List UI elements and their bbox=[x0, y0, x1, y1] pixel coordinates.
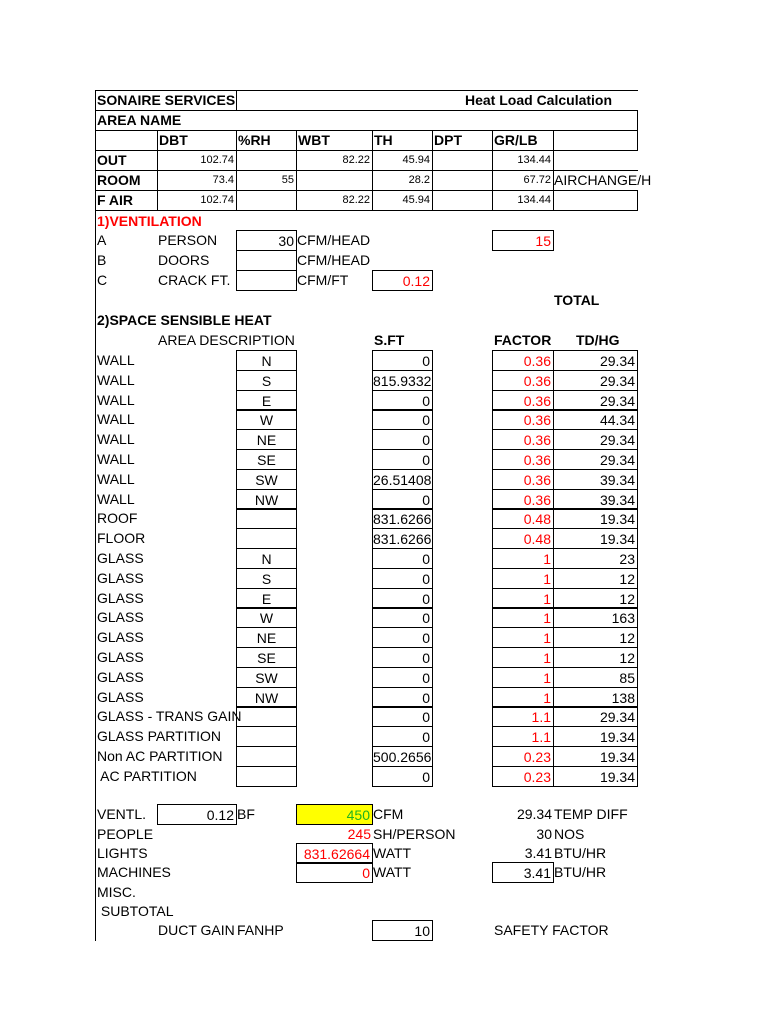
sensible-direction-cell[interactable]: W bbox=[236, 409, 297, 430]
sensible-direction-cell[interactable]: N bbox=[236, 350, 297, 371]
sensible-tdhg-cell[interactable]: 19.34 bbox=[553, 746, 638, 767]
sensible-factor-cell[interactable]: 0.36 bbox=[492, 390, 554, 411]
sensible-item-label: WALL bbox=[97, 451, 135, 467]
bf-label: BF bbox=[237, 806, 255, 822]
sensible-direction-cell[interactable] bbox=[236, 508, 297, 529]
cell-room-rh[interactable]: 55 bbox=[281, 174, 294, 186]
sensible-direction-cell[interactable]: NE bbox=[236, 429, 297, 450]
sensible-tdhg-cell[interactable]: 19.34 bbox=[553, 766, 638, 787]
sensible-sft-cell[interactable]: 0 bbox=[372, 726, 433, 747]
cell-fair-wbt[interactable]: 82.22 bbox=[342, 194, 370, 206]
cell-fair-th[interactable]: 45.94 bbox=[402, 194, 430, 206]
col-header-dbt: DBT bbox=[159, 132, 188, 148]
vent-key-c: C bbox=[97, 272, 108, 288]
grid-line bbox=[236, 90, 237, 110]
sensible-factor-cell[interactable]: 0.36 bbox=[492, 409, 554, 430]
cell-out-wbt[interactable]: 82.22 bbox=[342, 154, 370, 166]
sh-person-label: SH/PERSON bbox=[373, 826, 456, 842]
sensible-tdhg-cell[interactable]: 23 bbox=[553, 548, 638, 569]
cfm-label: CFM bbox=[373, 806, 404, 822]
sensible-tdhg-cell[interactable]: 29.34 bbox=[553, 370, 638, 391]
vent-unit-cfm-head: CFM/HEAD bbox=[297, 232, 371, 248]
lights-label: LIGHTS bbox=[97, 845, 148, 861]
sft-label: S.FT bbox=[374, 332, 405, 348]
sensible-item-label: WALL bbox=[97, 352, 135, 368]
lights-btu-label: BTU/HR bbox=[554, 845, 607, 861]
sensible-sft-cell[interactable]: 815.9332 bbox=[372, 370, 433, 391]
sensible-direction-cell[interactable]: E bbox=[236, 390, 297, 411]
machines-btu-value[interactable]: 3.41 bbox=[492, 862, 554, 883]
vent-crack-input[interactable] bbox=[236, 270, 297, 291]
vent-key-a: A bbox=[97, 232, 107, 248]
vent-person-input[interactable]: 30 bbox=[236, 230, 297, 251]
safety-factor-label: SAFETY FACTOR bbox=[494, 922, 609, 938]
sheet-title: Heat Load Calculation bbox=[465, 92, 613, 108]
sensible-item-label: AC PARTITION bbox=[97, 768, 197, 784]
col-header-wbt: WBT bbox=[298, 132, 330, 148]
col-header-grlb: GR/LB bbox=[494, 132, 538, 148]
people-label: PEOPLE bbox=[97, 826, 154, 842]
sensible-factor-cell[interactable]: 1 bbox=[492, 568, 554, 589]
sensible-factor-cell[interactable]: 1.1 bbox=[492, 706, 554, 727]
sensible-tdhg-cell[interactable]: 12 bbox=[553, 588, 638, 609]
sensible-sft-cell[interactable]: 0 bbox=[372, 489, 433, 510]
sensible-direction-cell[interactable]: S bbox=[236, 568, 297, 589]
sensible-item-label: GLASS - TRANS GAIN bbox=[97, 708, 242, 724]
sensible-sft-cell[interactable]: 0 bbox=[372, 548, 433, 569]
sensible-tdhg-cell[interactable]: 12 bbox=[553, 568, 638, 589]
vent-key-b: B bbox=[97, 252, 107, 268]
sensible-direction-cell[interactable]: E bbox=[236, 588, 297, 609]
sensible-factor-cell[interactable]: 0.23 bbox=[492, 766, 554, 787]
col-header-dpt: DPT bbox=[434, 132, 462, 148]
vent-person-result[interactable]: 15 bbox=[492, 230, 554, 251]
sensible-sft-cell[interactable]: 0 bbox=[372, 350, 433, 371]
sensible-tdhg-cell[interactable]: 44.34 bbox=[553, 409, 638, 430]
sensible-tdhg-cell[interactable]: 12 bbox=[553, 627, 638, 648]
sensible-factor-cell[interactable]: 0.36 bbox=[492, 429, 554, 450]
sensible-sft-cell[interactable]: 26.51408 bbox=[372, 469, 433, 490]
grid-line bbox=[637, 190, 638, 210]
vent-name-doors: DOORS bbox=[158, 252, 210, 268]
sensible-sft-cell[interactable]: 0 bbox=[372, 429, 433, 450]
area-name-label: AREA NAME bbox=[97, 112, 182, 128]
sensible-direction-cell[interactable]: SE bbox=[236, 647, 297, 668]
sensible-direction-cell[interactable]: NW bbox=[236, 687, 297, 708]
sensible-sft-cell[interactable]: 0 bbox=[372, 687, 433, 708]
sensible-factor-cell[interactable]: 1 bbox=[492, 588, 554, 609]
grid-line bbox=[95, 90, 96, 941]
sensible-factor-cell[interactable]: 0.36 bbox=[492, 469, 554, 490]
cell-fair-grlb[interactable]: 134.44 bbox=[517, 194, 551, 206]
vent-unit-cfm-ft: CFM/FT bbox=[297, 272, 349, 288]
col-header-th: TH bbox=[374, 132, 393, 148]
sensible-factor-cell[interactable]: 0.36 bbox=[492, 370, 554, 391]
area-description-label: AREA DESCRIPTION bbox=[158, 332, 295, 348]
sensible-direction-cell[interactable]: SW bbox=[236, 469, 297, 490]
sensible-item-label: GLASS bbox=[97, 669, 144, 685]
sensible-sft-cell[interactable]: 831.6266 bbox=[372, 528, 433, 549]
sensible-item-label: FLOOR bbox=[97, 530, 146, 546]
lights-btu-value: 3.41 bbox=[524, 845, 552, 861]
sensible-factor-cell[interactable]: 0.36 bbox=[492, 449, 554, 470]
machines-btu-label: BTU/HR bbox=[554, 864, 607, 880]
sensible-direction-cell[interactable] bbox=[236, 746, 297, 767]
sensible-sft-cell[interactable]: 0 bbox=[372, 449, 433, 470]
sensible-tdhg-cell[interactable]: 19.34 bbox=[553, 528, 638, 549]
sensible-tdhg-cell[interactable]: 12 bbox=[553, 647, 638, 668]
sensible-sft-cell[interactable]: 0 bbox=[372, 588, 433, 609]
ventilation-heading: 1)VENTILATION bbox=[97, 213, 202, 229]
sensible-item-label: GLASS bbox=[97, 649, 144, 665]
sensible-tdhg-cell[interactable]: 39.34 bbox=[553, 469, 638, 490]
bf-value[interactable]: 0.12 bbox=[157, 804, 237, 825]
sensible-direction-cell[interactable] bbox=[236, 528, 297, 549]
lights-watt-value[interactable]: 831.62664 bbox=[296, 843, 373, 864]
duct-gain-label: DUCT GAIN bbox=[158, 922, 235, 938]
people-sh-value[interactable]: 245 bbox=[347, 826, 371, 842]
fanhp-value[interactable]: 10 bbox=[372, 920, 433, 941]
company-name: SONAIRE SERVICES bbox=[97, 92, 236, 108]
sensible-factor-cell[interactable]: 1 bbox=[492, 607, 554, 628]
machines-label: MACHINES bbox=[97, 864, 171, 880]
sensible-tdhg-cell[interactable]: 39.34 bbox=[553, 489, 638, 510]
sensible-item-label: GLASS bbox=[97, 590, 144, 606]
row-label-fair: F AIR bbox=[97, 192, 134, 208]
sensible-factor-cell[interactable]: 0.36 bbox=[492, 489, 554, 510]
sensible-item-label: GLASS bbox=[97, 570, 144, 586]
cell-room-th[interactable]: 28.2 bbox=[408, 174, 430, 186]
sensible-direction-cell[interactable] bbox=[236, 726, 297, 747]
sensible-factor-cell[interactable]: 1 bbox=[492, 627, 554, 648]
vent-crack-value[interactable]: 0.12 bbox=[372, 270, 433, 291]
cell-room-grlb[interactable]: 67.72 bbox=[523, 174, 551, 186]
sensible-item-label: WALL bbox=[97, 491, 135, 507]
sensible-item-label: ROOF bbox=[97, 510, 138, 526]
row-label-out: OUT bbox=[97, 152, 127, 168]
sensible-sft-cell[interactable]: 0 bbox=[372, 667, 433, 688]
sensible-item-label: GLASS bbox=[97, 550, 144, 566]
sensible-item-label: WALL bbox=[97, 471, 135, 487]
sensible-direction-cell[interactable]: N bbox=[236, 548, 297, 569]
sensible-item-label: GLASS bbox=[97, 689, 144, 705]
total-label: TOTAL bbox=[554, 292, 600, 308]
sensible-direction-cell[interactable]: NW bbox=[236, 489, 297, 510]
sensible-direction-cell[interactable] bbox=[236, 766, 297, 787]
sensible-direction-cell[interactable]: S bbox=[236, 370, 297, 391]
ventl-label: VENTL. bbox=[97, 806, 147, 822]
misc-label: MISC. bbox=[97, 884, 136, 900]
sensible-tdhg-cell[interactable]: 29.34 bbox=[553, 350, 638, 371]
sensible-direction-cell[interactable]: SW bbox=[236, 667, 297, 688]
sensible-factor-cell[interactable]: 0.23 bbox=[492, 746, 554, 767]
sensible-factor-cell[interactable]: 1 bbox=[492, 667, 554, 688]
sensible-sft-cell[interactable]: 0 bbox=[372, 647, 433, 668]
sensible-item-label: GLASS bbox=[97, 609, 144, 625]
sensible-direction-cell[interactable]: W bbox=[236, 607, 297, 628]
sensible-sft-cell[interactable]: 0 bbox=[372, 409, 433, 430]
row-label-room: ROOM bbox=[97, 172, 141, 188]
grid-line bbox=[637, 130, 638, 150]
cell-out-dbt[interactable]: 102.74 bbox=[200, 154, 234, 166]
sensible-tdhg-cell[interactable]: 19.34 bbox=[553, 726, 638, 747]
sensible-item-label: Non AC PARTITION bbox=[97, 748, 223, 764]
sensible-factor-cell[interactable]: 0.48 bbox=[492, 528, 554, 549]
fanhp-label: FANHP bbox=[237, 922, 284, 938]
vent-name-person: PERSON bbox=[158, 232, 218, 248]
subtotal-label: SUBTOTAL bbox=[97, 903, 174, 919]
vent-name-crack: CRACK FT. bbox=[158, 272, 231, 288]
sensible-sft-cell[interactable]: 0 bbox=[372, 390, 433, 411]
sensible-factor-cell[interactable]: 1 bbox=[492, 687, 554, 708]
people-count: 30 bbox=[536, 826, 552, 842]
sensible-sft-cell[interactable]: 0 bbox=[372, 607, 433, 628]
temp-diff-value: 29.34 bbox=[516, 806, 552, 822]
sensible-direction-cell[interactable]: SE bbox=[236, 449, 297, 470]
sensible-tdhg-cell[interactable]: 29.34 bbox=[553, 390, 638, 411]
sensible-heading: 2)SPACE SENSIBLE HEAT bbox=[97, 312, 272, 328]
sensible-factor-cell[interactable]: 1 bbox=[492, 548, 554, 569]
airchange-label: AIRCHANGE/H bbox=[554, 172, 652, 188]
sensible-sft-cell[interactable]: 0 bbox=[372, 568, 433, 589]
machines-watt-value[interactable]: 0 bbox=[296, 862, 373, 883]
sensible-item-label: WALL bbox=[97, 392, 135, 408]
sensible-item-label: GLASS bbox=[97, 629, 144, 645]
temp-diff-label: TEMP DIFF bbox=[554, 806, 628, 822]
sensible-tdhg-cell[interactable]: 29.34 bbox=[553, 429, 638, 450]
sensible-tdhg-cell[interactable]: 29.34 bbox=[553, 449, 638, 470]
cell-out-grlb[interactable]: 134.44 bbox=[517, 154, 551, 166]
cell-fair-dbt[interactable]: 102.74 bbox=[200, 194, 234, 206]
sensible-item-label: WALL bbox=[97, 431, 135, 447]
sensible-direction-cell[interactable]: NE bbox=[236, 627, 297, 648]
tdhg-label: TD/HG bbox=[576, 332, 620, 348]
sensible-tdhg-cell[interactable]: 19.34 bbox=[553, 508, 638, 529]
col-header-rh: %RH bbox=[238, 132, 271, 148]
sensible-item-label: GLASS PARTITION bbox=[97, 728, 221, 744]
machines-watt-label: WATT bbox=[373, 864, 412, 880]
sensible-sft-cell[interactable]: 0 bbox=[372, 766, 433, 787]
sensible-tdhg-cell[interactable]: 163 bbox=[553, 607, 638, 628]
sensible-item-label: WALL bbox=[97, 372, 135, 388]
sensible-direction-cell[interactable] bbox=[236, 706, 297, 727]
sensible-factor-cell[interactable]: 0.48 bbox=[492, 508, 554, 529]
sensible-factor-cell[interactable]: 0.36 bbox=[492, 350, 554, 371]
sensible-factor-cell[interactable]: 1 bbox=[492, 647, 554, 668]
sensible-sft-cell[interactable]: 0 bbox=[372, 706, 433, 727]
vent-unit-cfm-head-doors: CFM/HEAD bbox=[297, 252, 371, 268]
sensible-factor-cell[interactable]: 1.1 bbox=[492, 726, 554, 747]
sensible-tdhg-cell[interactable]: 138 bbox=[553, 687, 638, 708]
cell-out-th[interactable]: 45.94 bbox=[402, 154, 430, 166]
sensible-sft-cell[interactable]: 500.2656 bbox=[372, 746, 433, 767]
sensible-item-label: WALL bbox=[97, 411, 135, 427]
sensible-sft-cell[interactable]: 0 bbox=[372, 627, 433, 648]
lights-watt-label: WATT bbox=[373, 845, 412, 861]
grid-line bbox=[432, 130, 433, 210]
vent-doors-input[interactable] bbox=[236, 250, 297, 271]
sensible-tdhg-cell[interactable]: 29.34 bbox=[553, 706, 638, 727]
sensible-sft-cell[interactable]: 831.6266 bbox=[372, 508, 433, 529]
factor-label: FACTOR bbox=[494, 332, 552, 348]
sensible-tdhg-cell[interactable]: 85 bbox=[553, 667, 638, 688]
grid-line bbox=[637, 110, 638, 130]
cfm-value[interactable]: 450 bbox=[296, 804, 373, 825]
nos-label: NOS bbox=[554, 826, 585, 842]
cell-room-dbt[interactable]: 73.4 bbox=[212, 174, 234, 186]
